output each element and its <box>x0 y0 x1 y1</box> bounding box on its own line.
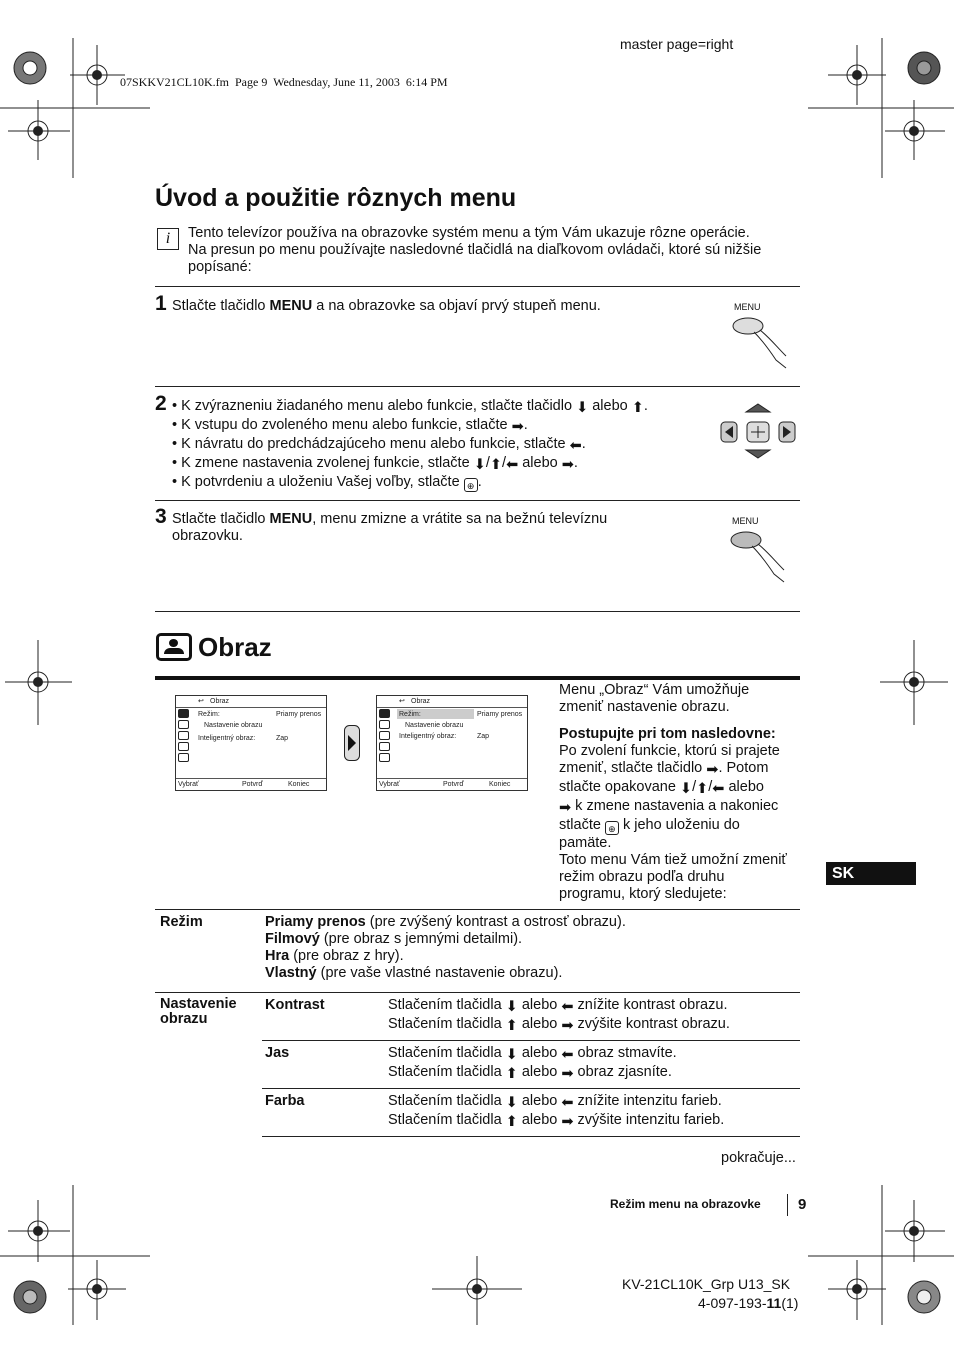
arrow-up-icon: ⬆ <box>696 781 709 797</box>
row-label-nastavenie: Nastavenie obrazu <box>160 996 237 1027</box>
arrow-down-icon: ⬇ <box>576 400 589 416</box>
bullet: • K návratu do predchádzajúceho menu alebo funkcie, stlačte ⬅. <box>172 436 586 454</box>
intro-line: popísané: <box>188 259 252 275</box>
bullet: • K zvýrazneniu žiadaného menu alebo funkcie, stlačte tlačidlo ⬇ alebo ⬆. <box>172 398 648 416</box>
ok-button-icon: ⊕ <box>464 478 478 492</box>
arrow-right-icon <box>344 725 360 761</box>
ok-button-icon: ⊕ <box>605 821 619 835</box>
arrow-down-icon: ⬇ <box>505 999 518 1015</box>
table-rule <box>155 909 800 910</box>
table-rule <box>262 1136 800 1137</box>
step-number: 3 <box>155 505 167 528</box>
arrow-right-icon: ➡ <box>511 419 524 435</box>
remote-menu-button-illustration <box>728 516 798 586</box>
setting-description: Stlačením tlačidla ⬇ alebo ⬅ znížite intenzitu farieb. Stlačením tlačidla ⬆ alebo ➡ zvýšite intenzitu farieb. <box>388 1093 725 1130</box>
menu-button-label: MENU <box>734 302 761 312</box>
setting-description: Stlačením tlačidla ⬇ alebo ⬅ obraz stmavíte. Stlačením tlačidla ⬆ alebo ➡ obraz zjasníte. <box>388 1045 677 1082</box>
table-rule <box>262 1088 800 1089</box>
arrow-down-icon: ⬇ <box>473 457 486 473</box>
row-label-rezim: Režim <box>160 914 203 930</box>
menu-screen-before: ↩ Obraz Režim: Priamy prenos Nastavenie obrazu Inteligentný obraz: Zap Vybrať Potvrď Koniec <box>175 695 327 791</box>
arrow-up-icon: ⬆ <box>489 457 503 473</box>
table-rule <box>262 1040 800 1041</box>
obraz-description: Menu „Obraz“ Vám umožňuje zmeniť nastavenie obrazu. Postupujte pri tom nasledovne: Po zvolení funkcie, ktorú si prajete zmeniť, stlačte tlačidlo ➡. Potom stlačte opakovane ⬇/⬆/⬅ alebo ➡ k zmene nastavenia a nakoniec stlačte ⊕ k jeho uloženiu do pamäte. Toto menu Vám tiež umožní zmeniť režim obrazu podľa druhu programu, ktorý sledujete: <box>559 682 787 902</box>
arrow-left-icon: ⬅ <box>561 1047 574 1063</box>
divider <box>155 611 800 612</box>
intro-text <box>188 225 808 276</box>
arrow-down-icon: ⬇ <box>679 781 693 797</box>
arrow-up-icon: ⬆ <box>505 1066 518 1082</box>
arrow-down-icon: ⬇ <box>505 1047 518 1063</box>
divider <box>155 500 800 501</box>
rezim-option: Filmový (pre obraz s jemnými detailmi). <box>265 931 523 947</box>
table-rule <box>155 992 800 993</box>
arrow-right-icon: ➡ <box>561 1018 574 1034</box>
bullet: • K vstupu do zvoleného menu alebo funkcie, stlačte ➡. <box>172 417 528 435</box>
step-2-bullets <box>172 398 712 492</box>
setting-name: Farba <box>265 1093 305 1109</box>
side-tab-sk: SK <box>826 862 916 885</box>
arrow-left-icon: ⬅ <box>569 438 582 454</box>
setting-name: Kontrast <box>265 997 325 1013</box>
arrow-left-icon: ⬅ <box>712 781 725 797</box>
picture-menu-icon <box>156 633 192 661</box>
arrow-down-icon: ⬇ <box>505 1095 518 1111</box>
arrow-right-icon: ➡ <box>561 1066 574 1082</box>
step-1-text: Stlačte tlačidlo MENU a na obrazovke sa objaví prvý stupeň menu. <box>172 298 601 314</box>
arrow-left-icon: ⬅ <box>506 457 519 473</box>
footer-section-name: Režim menu na obrazovke <box>610 1197 761 1211</box>
bullet: • K zmene nastavenia zvolenej funkcie, stlačte ⬇/⬆/⬅ alebo ➡. <box>172 455 578 473</box>
arrow-right-icon: ➡ <box>561 457 574 473</box>
arrow-up-icon: ⬆ <box>505 1018 518 1034</box>
menu-screen-after: ↩ Obraz Režim: Priamy prenos Nastavenie obrazu Inteligentný obraz: Zap Vybrať Potvrď Koniec <box>376 695 528 791</box>
setting-name: Jas <box>265 1045 290 1061</box>
intro-line: Tento televízor používa na obrazovke systém menu a tým Vám ukazuje rôzne operácie. <box>188 225 750 241</box>
divider <box>155 386 800 387</box>
page-number: 9 <box>798 1196 807 1213</box>
info-icon: i <box>157 228 179 250</box>
step-3-text: Stlačte tlačidlo MENU, menu zmizne a vrátite sa na bežnú televíznu obrazovku. <box>172 511 608 544</box>
step-number: 1 <box>155 292 167 315</box>
setting-description: Stlačením tlačidla ⬇ alebo ⬅ znížite kontrast obrazu. Stlačením tlačidla ⬆ alebo ➡ zvýšite kontrast obrazu. <box>388 997 730 1034</box>
arrow-left-icon: ⬅ <box>561 999 574 1015</box>
bullet: • K potvrdeniu a uloženiu Vašej voľby, stlačte ⊕ . <box>172 474 482 491</box>
menu-button-label: MENU <box>732 516 759 526</box>
divider <box>155 286 800 287</box>
step-number: 2 <box>155 392 167 415</box>
remote-menu-button-illustration <box>728 302 798 372</box>
arrow-right-icon: ➡ <box>559 800 572 816</box>
model-code: KV-21CL10K_Grp U13_SK <box>622 1276 791 1292</box>
rezim-options <box>265 914 795 982</box>
rezim-option: Vlastný (pre vaše vlastné nastavenie obrazu). <box>265 965 563 981</box>
section-title: Obraz <box>198 632 272 662</box>
rezim-option: Priamy prenos (pre zvýšený kontrast a ostrosť obrazu). <box>265 914 626 930</box>
footer-separator <box>787 1194 788 1216</box>
file-info: 07SKKV21CL10K.fm Page 9 Wednesday, June 11, 2003 6:14 PM <box>120 75 448 89</box>
part-code: 4-097-193-11(1) <box>698 1295 799 1311</box>
arrow-right-icon: ➡ <box>706 762 719 778</box>
continues-label: pokračuje... <box>721 1150 796 1166</box>
rezim-option: Hra (pre obraz z hry). <box>265 948 404 964</box>
arrow-right-icon: ➡ <box>561 1114 574 1130</box>
intro-line: Na presun po menu používajte nasledovné tlačidlá na diaľkovom ovládači, ktoré sú nižšie <box>188 242 762 258</box>
section-title: Úvod a použitie rôznych menu <box>155 184 517 212</box>
arrow-up-icon: ⬆ <box>631 400 644 416</box>
master-page-label: master page=right <box>620 36 734 52</box>
remote-direction-pad-illustration <box>718 400 798 462</box>
thick-rule <box>155 676 800 680</box>
arrow-left-icon: ⬅ <box>561 1095 574 1111</box>
arrow-up-icon: ⬆ <box>505 1114 518 1130</box>
